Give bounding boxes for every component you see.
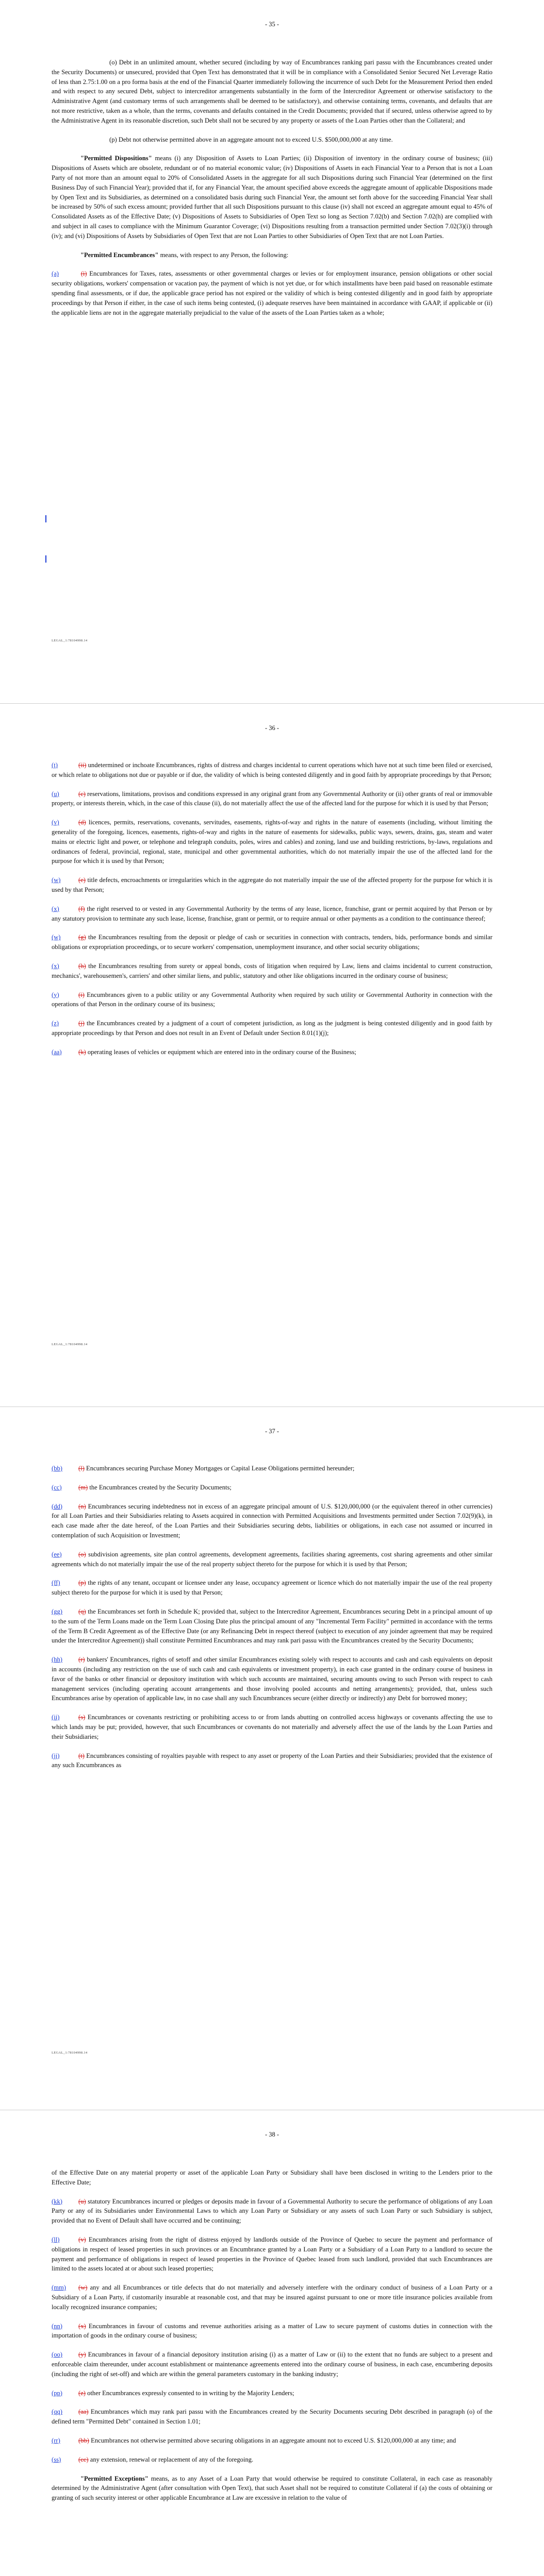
- new-label: (w): [52, 934, 61, 941]
- item-text: Encumbrances consisting of royalties payable with respect to any asset or property of the Loan Parties and their Subsidiaries; provided that the existence of any such Encumbrances as: [52, 1752, 492, 1769]
- new-label: (aa): [52, 1048, 62, 1056]
- page-number: - 38 -: [265, 2131, 279, 2138]
- encumbrance-item: [52, 1751, 492, 1771]
- item-text: the Encumbrances set forth in Schedule K; provided that, subject to the Intercreditor Agreement, Encumbrances securing Debt in a principal amount of up to the sum of the Term Loans made on the Term Loan Closing Date plus the principal amount of any "Incremental Term Facility" permitted in accordance with the terms of the Term B Credit Agreement as of the Effective Date (or any Refinancing Debt in respect thereof (subject to execution of any joinder agreement that may be required under the Intercreditor Agreement)) shall constitute Permitted Encumbrances and may rank pari passu with the Encumbrances created by the Security Documents;: [52, 1607, 492, 1645]
- new-label: (oo): [52, 2351, 62, 2359]
- encumbrance-item: [52, 2321, 492, 2341]
- new-label: (dd): [52, 1502, 62, 1510]
- clause-p: [52, 135, 492, 145]
- encumbrance-item: [52, 1047, 492, 1057]
- item-text: Encumbrances not otherwise permitted above securing obligations in an aggregate amount not to exceed U.S. $120,000,000 at any time; and: [91, 2436, 456, 2444]
- definition-permitted-dispositions: [52, 154, 492, 241]
- item-text: the rights of any tenant, occupant or licensee under any lease, occupancy agreement or licence which do not materially impair the use of the real property subject thereto for the purpose for which it is used by that Person;: [52, 1579, 492, 1597]
- item-text: operating leases of vehicles or equipment which are entered into in the ordinary course of the Business;: [87, 1048, 356, 1056]
- encumbrance-list: [52, 2197, 492, 2465]
- encumbrance-list: [52, 1464, 492, 1770]
- item-text: reservations, limitations, provisos and conditions expressed in any original grant from any Governmental Authority or (ii) other grants of real or immovable property, or interests therein, which, in the case of this clause (ii), do not materially affect the use of the affected land for the purpose for which it is used by that Person;: [52, 790, 492, 807]
- old-label: (k): [78, 1048, 86, 1056]
- defined-term: "Permitted Dispositions": [80, 155, 152, 162]
- page-38: [0, 2110, 544, 2576]
- item-text: any and all Encumbrances or title defects that do not materially and adversely interfere with the ordinary conduct of business of a Loan Party or a Subsidiary of a Loan Party, if customarily insurable at reasonable cost, and that may be insured against pursuant to one or more title insurance policies available from locally recognized insurance companies;: [52, 2284, 492, 2311]
- new-label: (kk): [52, 2197, 62, 2205]
- encumbrance-item: [52, 1655, 492, 1703]
- old-label: (z): [78, 2389, 86, 2397]
- old-label: (c): [78, 790, 86, 798]
- old-label: (r): [78, 1656, 85, 1664]
- item-text: bankers' Encumbrances, rights of setoff and other similar Encumbrances existing solely with respect to accounts and cash and cash equivalents on deposit in accounts (including any restriction on the use of such cash and cash equivalents or investment property), in each case granted in the ordinary course of business in favor of the banks or other financial or depository institution with which such accounts are maintained, securing amounts owing to such Person with respect to cash management services (including operating account arrangements and those involving pooled accounts and netting arrangements); provided, that, unless such Encumbrances arise by operation of applicable law, in no case shall any such Encumbrances secure (either directly or indirectly) any Debt for borrowed money;: [52, 1656, 492, 1702]
- page-body: [52, 760, 492, 1066]
- new-label: (ee): [52, 1550, 62, 1558]
- item-text: subdivision agreements, site plan control agreements, development agreements, facilities sharing agreements, cost sharing agreements and other similar agreements which do not materially impair the use of the real property subject thereto for the purpose for which it is used by that Person;: [52, 1550, 492, 1568]
- page-body: [52, 1464, 492, 1780]
- old-label: (v): [78, 2235, 86, 2243]
- old-label: (f): [78, 905, 85, 912]
- new-label: (pp): [52, 2389, 62, 2397]
- new-label: (gg): [52, 1607, 62, 1615]
- page-body: [52, 58, 492, 327]
- new-label: (bb): [52, 1465, 62, 1472]
- encumbrance-item: [52, 990, 492, 1010]
- item-text: other Encumbrances expressly consented to in writing by the Majority Lenders;: [87, 2389, 294, 2397]
- clause-text: Debt not otherwise permitted above in an aggregate amount not to exceed U.S. $500,000,000 at any time.: [118, 135, 393, 143]
- page-number: - 35 -: [265, 21, 279, 28]
- item-text: any extension, renewal or replacement of any of the foregoing.: [90, 2455, 254, 2463]
- change-bar: [45, 555, 46, 563]
- continuation-text: of the Effective Date on any material property or asset of the applicable Loan Party or Subsidiary shall have been disclosed in writing to the Lenders prior to the Effective Date;: [52, 2169, 492, 2186]
- new-label: (rr): [52, 2436, 60, 2444]
- new-label: (nn): [52, 2322, 62, 2330]
- encumbrance-item: [52, 1483, 492, 1493]
- new-label: (mm): [52, 2284, 66, 2292]
- encumbrance-item: [52, 875, 492, 895]
- old-label: (i): [80, 270, 87, 278]
- encumbrance-item: [52, 904, 492, 924]
- item-text: Encumbrances arising from the right of distress enjoyed by landlords outside of the Province of Quebec to secure the payment and performance of obligations in respect of leased properties in such provinces or an Encumbrance granted by a Loan Party or a Subsidiary of a Loan Party to a landlord to secure the payment and performance of obligations in respect of leased properties in the Province of Quebec leased from such landlord, provided that such Encumbrances are limited to the assets located at or about such leased properties;: [52, 2235, 492, 2273]
- item-text: Encumbrances which may rank pari passu with the Encumbrances created by the Security Documents securing Debt described in paragraph (o) of the defined term "Permitted Debt" contained in Section 1.01;: [52, 2408, 492, 2426]
- old-label: (y): [78, 2351, 86, 2359]
- new-label: (qq): [52, 2408, 62, 2416]
- new-label: (w): [52, 876, 61, 884]
- encumbrance-item: [52, 789, 492, 809]
- item-text: the Encumbrances resulting from surety or appeal bonds, costs of litigation when required by Law, liens and claims incidental to current construction, mechanics', warehousemen's, carriers' and other similar liens, and public, statutory and other like obligations incurred in the ordinary course of business;: [52, 962, 492, 979]
- encumbrance-item: [52, 2283, 492, 2312]
- encumbrance-list: [52, 760, 492, 1057]
- new-label: (ff): [52, 1579, 60, 1587]
- new-label: (hh): [52, 1656, 62, 1664]
- old-label: (d): [78, 819, 86, 826]
- new-label: (ii): [52, 1714, 60, 1721]
- item-text: title defects, encroachments or irregularities which in the aggregate do not materially impair the use of the affected property for the purpose for which it is used by that Person;: [52, 876, 492, 893]
- change-bar: [45, 515, 46, 522]
- item-text: Encumbrances in favour of a financial depository institution arising (i) as a matter of Law or (ii) to the extent that no funds are subject to a present and enforceable claim thereunder, under account establishment or maintenance agreements entered into the ordinary course of business, in each case, encumbering deposits (including the right of set-off) and which are within the general parameters customary in the banking industry;: [52, 2351, 492, 2378]
- old-label: (h): [78, 962, 86, 970]
- item-text: undetermined or inchoate Encumbrances, rights of distress and charges incidental to current operations which have not at such time been filed or exercised, or which relate to obligations not due or payable or if due, the validity of which is being contested diligently and in good faith by appropriate proceedings by that Person;: [52, 761, 492, 778]
- old-label: (p): [78, 1579, 86, 1587]
- old-label: (x): [78, 2322, 86, 2330]
- item-text: the Encumbrances created by the Security Documents;: [89, 1483, 232, 1491]
- encumbrance-item: [52, 2197, 492, 2226]
- encumbrance-item: [52, 2455, 492, 2465]
- old-label: (n): [78, 1502, 86, 1510]
- encumbrance-item: [52, 269, 492, 317]
- definition-permitted-encumbrances: [52, 250, 492, 260]
- encumbrance-item: [52, 961, 492, 981]
- new-label: (cc): [52, 1483, 62, 1491]
- defined-term: "Permitted Encumbrances": [80, 251, 159, 259]
- new-label: (ss): [52, 2455, 61, 2463]
- encumbrance-item: [52, 2436, 492, 2446]
- encumbrance-item: [52, 818, 492, 866]
- item-text: Encumbrances securing Purchase Money Mortgages or Capital Lease Obligations permitted hereunder;: [86, 1465, 355, 1472]
- item-text: the right reserved to or vested in any Governmental Authority by the terms of any lease, licence, franchise, grant or permit acquired by that Person or by any statutory provision to terminate any such lease, license, franchise, grant or permit, or to require annual or other payments as a condition to the continuance thereof;: [52, 905, 492, 922]
- old-label: (bb): [78, 2436, 89, 2444]
- encumbrance-item: [52, 1464, 492, 1473]
- clause-label: (o): [109, 59, 117, 66]
- page-37: [0, 1406, 544, 2110]
- old-label: (l): [78, 1465, 85, 1472]
- old-label: (j): [78, 1020, 85, 1027]
- new-label: (ll): [52, 2235, 60, 2243]
- old-label: (g): [78, 934, 86, 941]
- item-text: statutory Encumbrances incurred or pledges or deposits made in favour of a Governmental Authority to secure the performance of obligations of any Loan Party or any of its Subsidiaries under Environmental Laws to which any Loan Party or Subsidiary or any assets of such Loan Party or such Subsidiary is subject, provided that no Event of Default shall have occurred and be continuing;: [52, 2197, 492, 2225]
- item-text: Encumbrances or covenants restricting or prohibiting access to or from lands abutting on controlled access highways or covenants affecting the use to which lands may be put; provided, however, that such Encumbrances or covenants do not materially and adversely affect the use of the lands by the Loan Parties and their Subsidiaries;: [52, 1714, 492, 1740]
- new-label: (y): [52, 991, 59, 998]
- page-36: [0, 703, 544, 1407]
- encumbrance-item: [52, 1713, 492, 1741]
- new-label: (x): [52, 905, 59, 912]
- item-text: the Encumbrances created by a judgment of a court of competent jurisdiction, as long as the judgment is being contested diligently and in good faith by appropriate proceedings by that Person and does not result in an Event of Default under Section 8.01(1)(j);: [52, 1020, 492, 1037]
- clause-label: (p): [109, 135, 117, 143]
- item-text: Encumbrances in favour of customs and revenue authorities arising as a matter of Law to secure payment of customs duties in connection with the importation of goods in the ordinary course of business;: [52, 2322, 492, 2340]
- definition-text: means, with respect to any Person, the following:: [158, 251, 289, 259]
- old-label: (m): [78, 1483, 88, 1491]
- page-35: [0, 0, 544, 703]
- encumbrance-item: [52, 1019, 492, 1038]
- encumbrance-item: [52, 933, 492, 952]
- new-label: (t): [52, 761, 58, 769]
- item-text: the Encumbrances resulting from the deposit or pledge of cash or securities in connection with contracts, tenders, bids, performance bonds and similar obligations or expropriation proceedings, or to secure workers' compensation, unemployment insurance, and other social security obligations;: [52, 934, 492, 951]
- page-number: - 37 -: [265, 1428, 279, 1435]
- item-text: Encumbrances for Taxes, rates, assessments or other governmental charges or levies or for employment insurance, pension obligations or other social security obligations, workers' compensation or vacation pay, the payment of which is not yet due, or for which installments have been paid based on reasonable estimate spending final assessments, or if due, the applicable grace period has not expired or the validity of which is being contested diligently and in good faith by appropriate proceedings by that Person if either, in the case of such items being contested, (i) adequate reserves have been maintained in accordance with GAAP, if applicable or (ii) the applicable liens are not in the aggregate materially prejudicial to the value of the assets of the Loan Parties taken as a whole;: [52, 270, 492, 316]
- encumbrance-item: [52, 2350, 492, 2379]
- old-label: (s): [78, 1714, 86, 1721]
- old-label: (cc): [78, 2455, 89, 2463]
- new-label: (jj): [52, 1752, 60, 1759]
- item-text: Encumbrances given to a public utility or any Governmental Authority when required by such utility or Governmental Authority in connection with the operations of that Person in the ordinary course of its business;: [52, 991, 492, 1008]
- definition-permitted-exceptions: [52, 2474, 492, 2503]
- encumbrance-item: [52, 760, 492, 780]
- clause-o: [52, 58, 492, 126]
- encumbrance-item: [52, 2388, 492, 2398]
- encumbrance-item: [52, 2407, 492, 2427]
- old-label: (q): [78, 1607, 86, 1615]
- old-label: (w): [78, 2284, 88, 2292]
- new-label: (a): [52, 270, 59, 278]
- definition-text: means (i) any Disposition of Assets to Loan Parties; (ii) Disposition of inventory in the ordinary course of business; (iii) Dispositions of Assets which are obsolete, redundant or of no material economic value; (iv) Dispositions of Assets in each Financial Year to a Person that is not a Loan Party of not more than an amount equal to 20% of Consolidated Assets in the aggregate for all such Dispositions during such Financial Year (determined on the first Business Day of such Financial Year); provided that if, for any Financial Year, the amount specified above exceeds the aggregate amount of applicable Dispositions made by Open Text and its Subsidiaries, as determined on a consolidated basis during such Financial Year, the amount set forth above for the succeeding Financial Year shall be increased by 50% of such excess amount; provided further that all such Dispositions pursuant to this clause (iv) shall not exceed an aggregate amount equal to 45% of Consolidated Assets as of the Effective Date; (v) Dispositions of Assets to Subsidiaries of Open Text so long as Section 7.02(b) and Section 7.02(h) are complied with and subject in all cases to compliance with the Minimum Guarantor Coverage; (vi) Dispositions resulting from a transaction permitted under Section 7.02(3)(i) through (iv); and (vi) Dispositions of Assets by Subsidiaries of Open Text that are not Loan Parties to other Subsidiaries of Open Text that are not Loan Parties.: [52, 155, 492, 240]
- new-label: (x): [52, 962, 59, 970]
- encumbrance-item: [52, 1607, 492, 1646]
- encumbrance-item: [52, 2235, 492, 2274]
- old-label: (o): [78, 1550, 86, 1558]
- new-label: (z): [52, 1020, 59, 1027]
- document-footer: LEGAL_1:78104998.14: [52, 639, 88, 642]
- new-label: (u): [52, 790, 59, 798]
- item-text: licences, permits, reservations, covenants, servitudes, easements, rights-of-way and rights in the nature of easements (including, without limiting the generality of the foregoing, licences, easements, rights-of-way and rights in the nature of easements for sidewalks, public ways, sewers, drains, gas, steam and water mains or electric light and power, or telephone and telegraph conduits, poles, wires and cables) and zoning, land use and building restrictions, by-laws, regulations and ordinances of federal, provincial, regional, state, municipal and other governmental authorities, which do not materially impair the use of the affected land for the purpose for which it is used by that Person;: [52, 819, 492, 865]
- defined-term: "Permitted Exceptions": [80, 2475, 149, 2482]
- old-label: (ii): [78, 761, 87, 769]
- document-footer: LEGAL_1:78104998.14: [52, 2051, 88, 2055]
- page-body: [52, 2168, 492, 2512]
- item-text: Encumbrances securing indebtedness not in excess of an aggregate principal amount of U.S. $120,000,000 (or the equivalent thereof in other currencies) for all Loan Parties and their Subsidiaries relating to Assets acquired in connection with Permitted Acquisitions and Investments permitted under Section 7.02(9)(k), in each case made after the date hereof, of the Loan Parties and their Subsidiaries securing debts, liabilities or obligations, in each case not assumed or incurred in contemplation of such Acquisition or Investment;: [52, 1502, 492, 1539]
- old-label: (u): [78, 2197, 86, 2205]
- new-label: (v): [52, 819, 59, 826]
- clause-text: Debt in an unlimited amount, whether secured (including by way of Encumbrances ranking pari passu with the Encumbrances created under the Security Documents) or unsecured, provided that Open Text has demonstrated that it will be in compliance with a Consolidated Senior Secured Net Leverage Ratio of less than 2.75:1.00 on a pro forma basis at the end of the Financial Quarter immediately following the incurrence of such Debt for the Measurement Period then ended and with respect to any secured Debt, subject to intercreditor arrangements substantially in the form of the Intercreditor Agreement or otherwise satisfactory to the Administrative Agent (and customary terms of such arrangements shall be deemed to be satisfactory), and otherwise containing terms, covenants, and defaults that are not more restrictive, taken as a whole, than the terms, covenants and defaults contained in the Credit Documents; provided that if secured, unless otherwise agreed to by the Administrative Agent in its reasonable discretion, such Debt shall not be secured by any property or assets of the Loan Parties other than the Collateral; and: [52, 59, 492, 124]
- old-label: (aa): [78, 2408, 89, 2416]
- encumbrance-item: [52, 1578, 492, 1598]
- encumbrance-item: [52, 1502, 492, 1540]
- old-label: (t): [78, 1752, 85, 1759]
- encumbrance-item: [52, 1550, 492, 1569]
- page-number: - 36 -: [265, 724, 279, 732]
- document-footer: LEGAL_1:78104998.14: [52, 1343, 88, 1346]
- old-label: (i): [78, 991, 85, 998]
- old-label: (e): [78, 876, 86, 884]
- definition-text: means, as to any Asset of a Loan Party that would otherwise be required to constitute Collateral, in each case as reasonably determined by the Administrative Agent (after consultation with Open Text), that such Asset shall not be required to constitute Collateral if (a) the costs of obtaining or granting of such security interest or other applicable Encumbrance at Law are excessive in relation to the value of: [52, 2475, 492, 2502]
